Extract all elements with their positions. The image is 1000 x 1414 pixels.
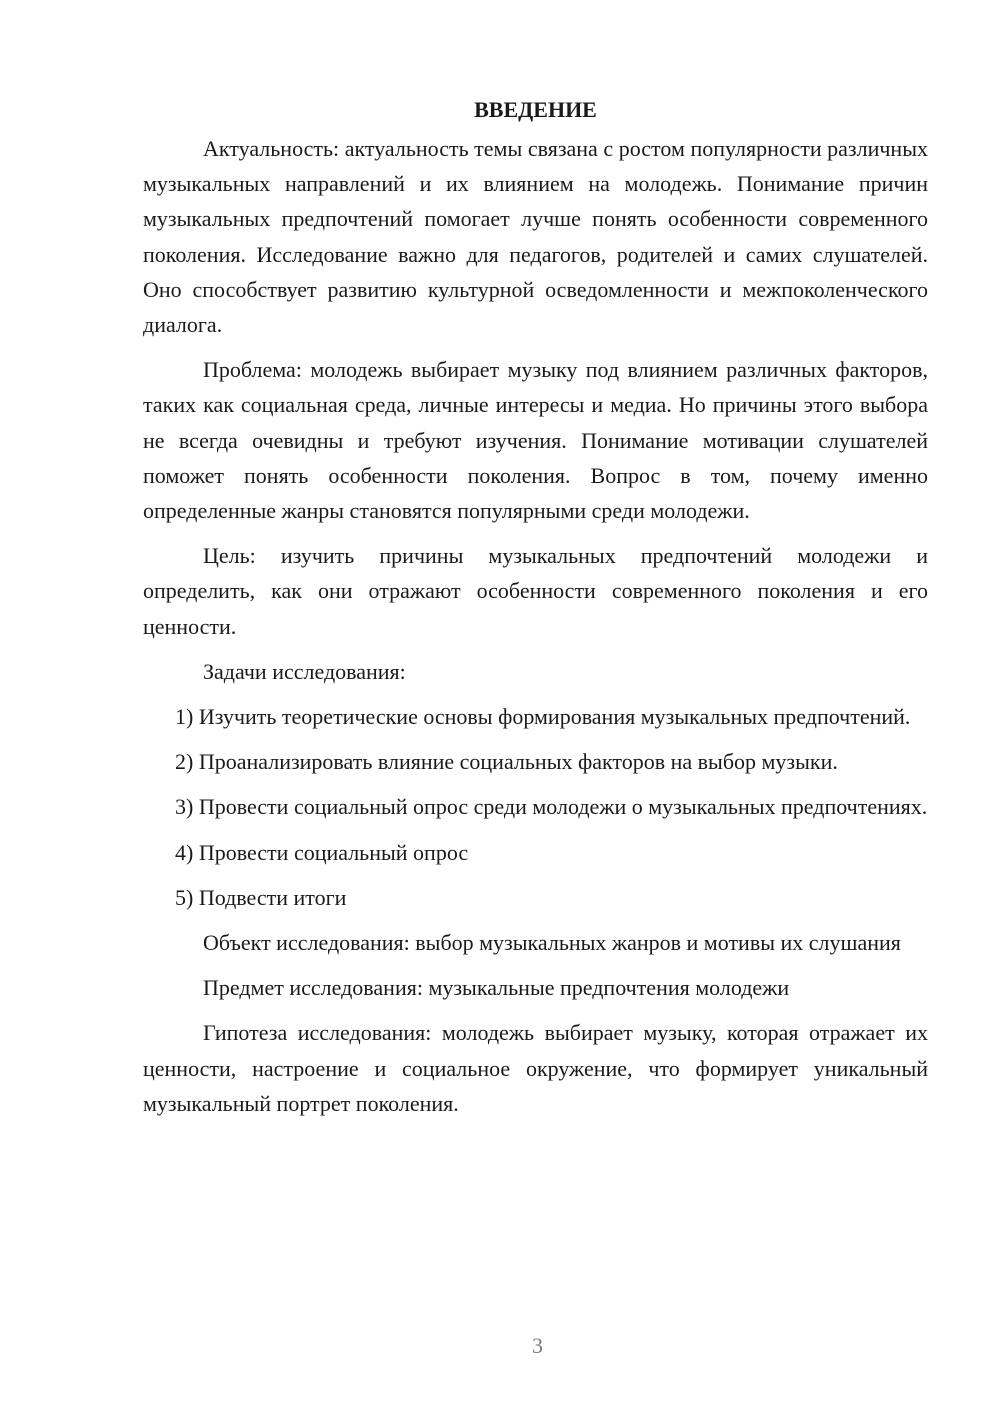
page-number: 3: [532, 1333, 543, 1358]
object-paragraph: Объект исследования: выбор музыкальных жанров и мотивы их слушания: [203, 930, 901, 956]
tasks-heading: Задачи исследования:: [203, 658, 406, 684]
problem-paragraph: Проблема: молодежь выбирает музыку под влиянием различных факторов, таких как социальная среда, личные интересы и медиа. Но причины этого выбора не всегда очевидны и требуют изучения. Понимание мотивации слушателей поможет понять особенности поколения. Вопрос в том, почему именно определенные жанры становятся популярными среди молодежи.: [143, 357, 928, 524]
task-item-3: 3) Провести социальный опрос среди молодежи о музыкальных предпочтениях.: [175, 794, 928, 820]
goal-paragraph: Цель: изучить причины музыкальных предпочтений молодежи и определить, как они отражают особенности современного поколения и его ценности.: [143, 543, 928, 639]
task-item-5: 5) Подвести итоги: [175, 884, 347, 910]
task-item-2: 2) Проанализировать влияние социальных факторов на выбор музыки.: [175, 749, 838, 775]
document-body: [143, 92, 928, 1131]
task-item-4: 4) Провести социальный опрос: [175, 839, 469, 865]
subject-paragraph: Предмет исследования: музыкальные предпочтения молодежи: [203, 975, 790, 1001]
hypothesis-paragraph: Гипотеза исследования: молодежь выбирает музыку, которая отражает их ценности, настроение и социальное окружение, что формирует уникальный музыкальный портрет поколения.: [143, 1020, 928, 1116]
page-title: ВВЕДЕНИЕ: [474, 97, 597, 122]
task-item-1: 1) Изучить теоретические основы формирования музыкальных предпочтений.: [175, 704, 911, 730]
relevance-paragraph: Актуальность: актуальность темы связана с ростом популярности различных музыкальных направлений и их влиянием на молодежь. Понимание причин музыкальных предпочтений помогает лучше понять особенности современного поколения. Исследование важно для педагогов, родителей и самих слушателей. Оно способствует развитию культурной осведомленности и межпоколенческого диалога.: [143, 136, 928, 338]
